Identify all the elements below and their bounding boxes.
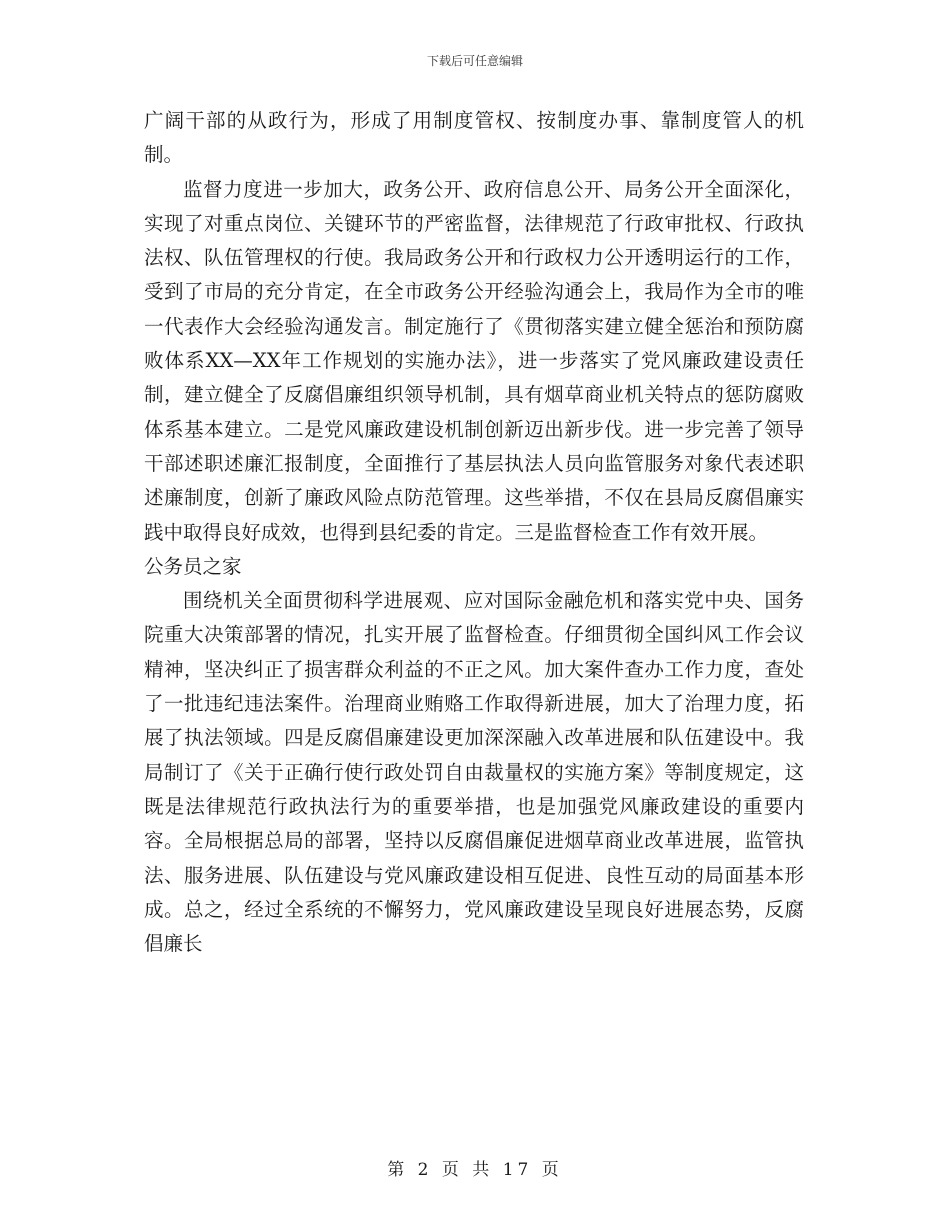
page-number-footer: 第 2 页 共 17 页 xyxy=(387,1160,563,1180)
document-body xyxy=(144,104,804,961)
paragraph-4: 围绕机关全面贯彻科学进展观、应对国际金融危机和落实党中央、国务院重大决策部署的情况，扎实开展了监督检查。仔细贯彻全国纠风工作会议精神，坚决纠正了损害群众利益的不正之风。加大案件查办工作力度，查处了一批违纪违法案件。治理商业贿赂工作取得新进展，加大了治理力度，拓展了执法领域。四是反腐倡廉建设更加深深融入改革进展和队伍建设中。我局制订了《关于正确行使行政处罚自由裁量权的实施方案》等制度规定，这既是法律规范行政执法行为的重要举措，也是加强党风廉政建设的重要内容。全局根据总局的部署，坚持以反腐倡廉促进烟草商业改革进展，监管执法、服务进展、队伍建设与党风廉政建设相互促进、良性互动的局面基本形成。总之，经过全系统的不懈努力，党风廉政建设呈现良好进展态势，反腐倡廉长 xyxy=(144,589,804,956)
page-header: 下载后可任意编辑 xyxy=(426,54,523,68)
paragraph-3: 公务员之家 xyxy=(144,554,242,578)
paragraph-2: 监督力度进一步加大，政务公开、政府信息公开、局务公开全面深化，实现了对重点岗位、关键环节的严密监督，法律规范了行政审批权、行政执法权、队伍管理权的行使。我局政务公开和行政权力公开透明运行的工作，受到了市局的充分肯定，在全市政务公开经验沟通会上，我局作为全市的唯一代表作大会经验沟通发言。制定施行了《贯彻落实建立健全惩治和预防腐败体系XX—XX年工作规划的实施办法》，进一步落实了党风廉政建设责任制，建立健全了反腐倡廉组织领导机制，具有烟草商业机关特点的惩防腐败体系基本建立。二是党风廉政建设机制创新迈出新步伐。进一步完善了领导干部述职述廉汇报制度，全面推行了基层执法人员向监管服务对象代表述职述廉制度，创新了廉政风险点防范管理。这些举措，不仅在县局反腐倡廉实践中取得良好成效，也得到县纪委的肯定。三是监督检查工作有效开展。 xyxy=(144,177,804,544)
paragraph-1: 广阔干部的从政行为，形成了用制度管权、按制度办事、靠制度管人的机制。 xyxy=(144,109,804,167)
